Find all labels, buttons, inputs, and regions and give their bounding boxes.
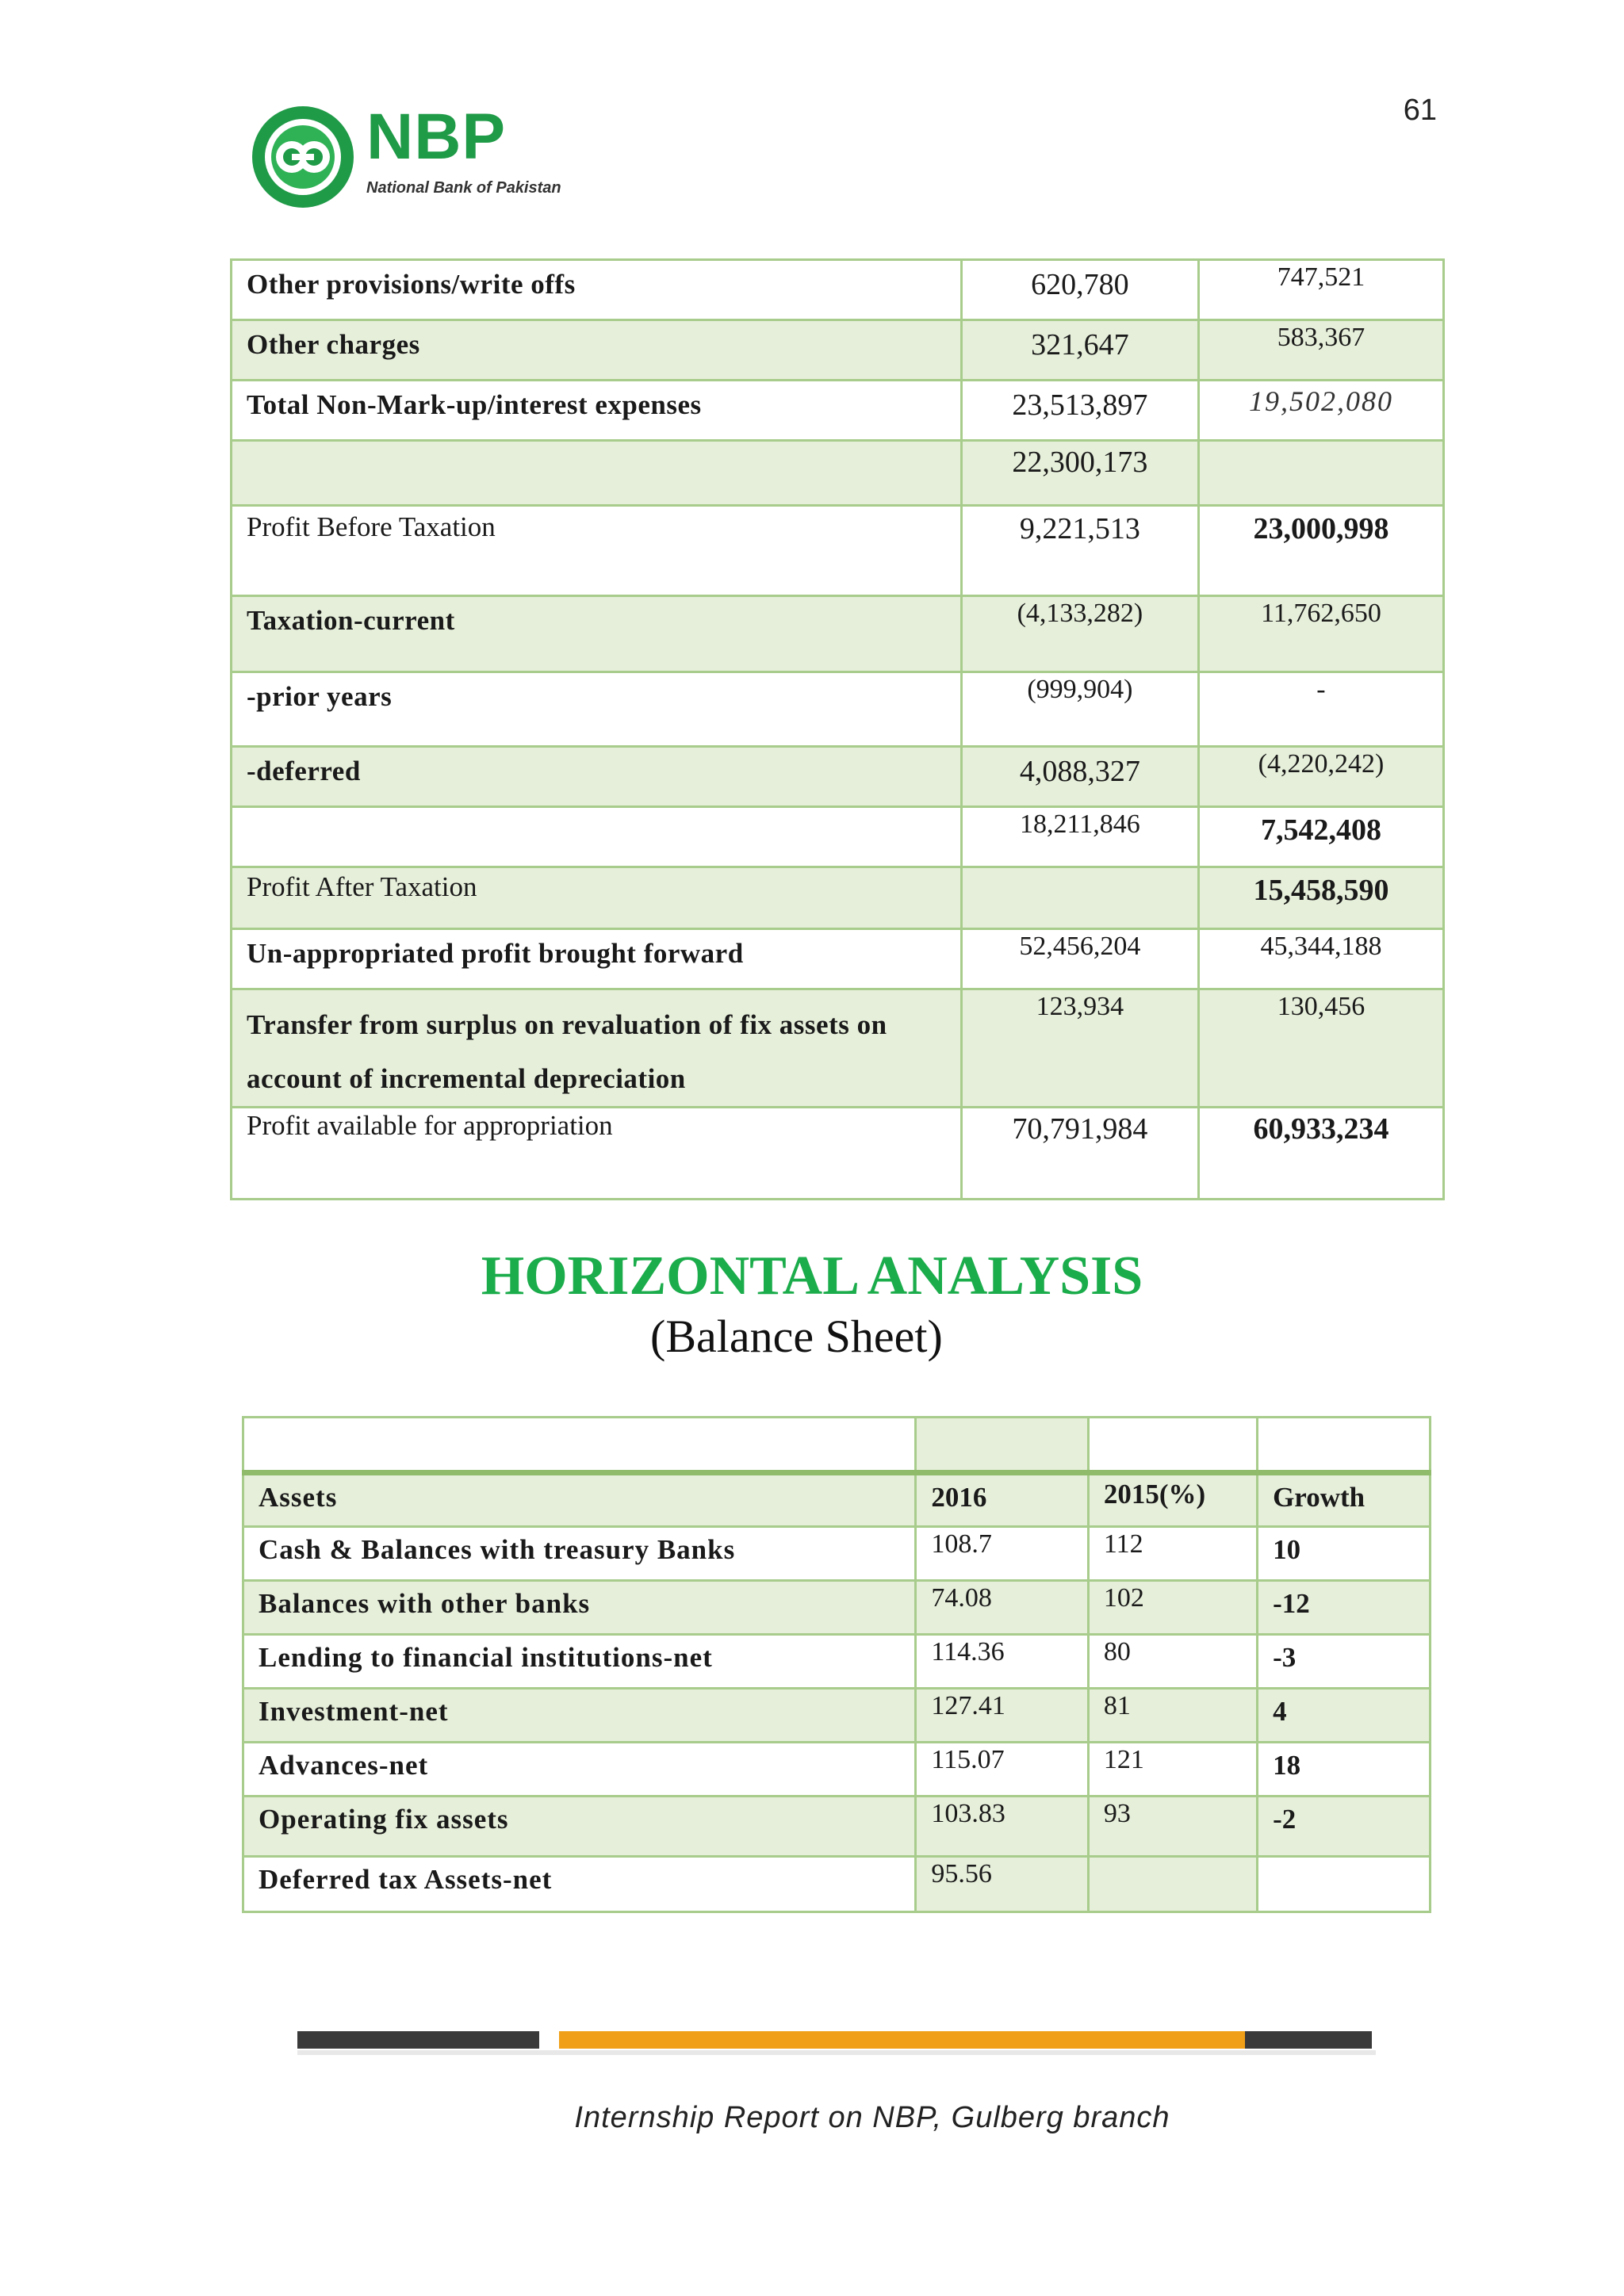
row-label: Profit Before Taxation xyxy=(232,506,962,596)
empty-cell xyxy=(1258,1418,1431,1473)
value-2016: 74.08 xyxy=(916,1581,1089,1635)
column-header-assets: Assets xyxy=(243,1473,916,1527)
value-2015: 130,456 xyxy=(1198,989,1443,1108)
value-2016: (4,133,282) xyxy=(961,596,1198,672)
value-2016: 620,780 xyxy=(961,260,1198,320)
value-2015: 19,502,080 xyxy=(1198,381,1443,441)
value-2015: 45,344,188 xyxy=(1198,929,1443,989)
value-2016: 95.56 xyxy=(916,1857,1089,1912)
table-row xyxy=(232,807,1444,867)
value-2016: 52,456,204 xyxy=(961,929,1198,989)
value-2015: 11,762,650 xyxy=(1198,596,1443,672)
value-2015: 15,458,590 xyxy=(1198,867,1443,929)
column-header-growth: Growth xyxy=(1258,1473,1431,1527)
row-label: -deferred xyxy=(232,747,962,807)
growth-value: -2 xyxy=(1258,1797,1431,1857)
row-label: -prior years xyxy=(232,672,962,747)
table-row-spacer xyxy=(243,1418,1431,1473)
table-row xyxy=(232,867,1444,929)
table-row xyxy=(232,596,1444,672)
value-2015: 60,933,234 xyxy=(1198,1108,1443,1200)
asset-label: Investment-net xyxy=(243,1689,916,1743)
value-2016: 321,647 xyxy=(961,320,1198,381)
row-label: Total Non-Mark-up/interest expenses xyxy=(232,381,962,441)
value-2016: 4,088,327 xyxy=(961,747,1198,807)
table-row xyxy=(232,441,1444,506)
nbp-emblem-icon xyxy=(246,97,365,216)
table-row xyxy=(243,1857,1431,1912)
growth-value: 18 xyxy=(1258,1743,1431,1797)
table-row xyxy=(232,260,1444,320)
footer-bar-orange xyxy=(559,2031,1265,2049)
table-row xyxy=(232,989,1444,1108)
growth-value: 10 xyxy=(1258,1527,1431,1581)
value-2015: (4,220,242) xyxy=(1198,747,1443,807)
value-2015: 121 xyxy=(1088,1743,1257,1797)
horizontal-analysis-table xyxy=(242,1416,1431,1913)
value-2015: 102 xyxy=(1088,1581,1257,1635)
footer-underline xyxy=(297,2050,1376,2055)
table-header-row xyxy=(243,1473,1431,1527)
empty-cell xyxy=(1088,1418,1257,1473)
table-row xyxy=(243,1635,1431,1689)
value-2015: - xyxy=(1198,672,1443,747)
value-2015 xyxy=(1088,1857,1257,1912)
value-2016: 18,211,846 xyxy=(961,807,1198,867)
row-label: Un-appropriated profit brought forward xyxy=(232,929,962,989)
row-label xyxy=(232,807,962,867)
table-row xyxy=(232,672,1444,747)
table-row xyxy=(243,1797,1431,1857)
value-2015 xyxy=(1198,441,1443,506)
column-header-2015: 2015(%) xyxy=(1088,1473,1257,1527)
nbp-logo xyxy=(246,97,611,216)
logo-wordmark: NBP xyxy=(366,101,507,173)
value-2015: 80 xyxy=(1088,1635,1257,1689)
value-2015: 23,000,998 xyxy=(1198,506,1443,596)
table-row xyxy=(243,1581,1431,1635)
value-2015: 7,542,408 xyxy=(1198,807,1443,867)
table-row xyxy=(232,320,1444,381)
growth-value: 4 xyxy=(1258,1689,1431,1743)
row-label: Other provisions/write offs xyxy=(232,260,962,320)
table-row xyxy=(243,1743,1431,1797)
table-row xyxy=(232,929,1444,989)
value-2015: 93 xyxy=(1088,1797,1257,1857)
row-label: Profit available for appropriation xyxy=(232,1108,962,1200)
growth-value xyxy=(1258,1857,1431,1912)
value-2016: 114.36 xyxy=(916,1635,1089,1689)
table-row xyxy=(232,747,1444,807)
income-statement-table xyxy=(230,258,1445,1200)
value-2015: 747,521 xyxy=(1198,260,1443,320)
asset-label: Advances-net xyxy=(243,1743,916,1797)
growth-value: -12 xyxy=(1258,1581,1431,1635)
value-2016: (999,904) xyxy=(961,672,1198,747)
value-2016 xyxy=(961,867,1198,929)
row-label xyxy=(232,441,962,506)
asset-label: Deferred tax Assets-net xyxy=(243,1857,916,1912)
footer-bar-dark-right xyxy=(1245,2031,1372,2049)
row-label: Taxation-current xyxy=(232,596,962,672)
row-label: Transfer from surplus on revaluation of fix assets on account of incremental depreciation xyxy=(232,989,962,1108)
row-label: Profit After Taxation xyxy=(232,867,962,929)
value-2016: 70,791,984 xyxy=(961,1108,1198,1200)
table-row xyxy=(243,1689,1431,1743)
value-2016: 103.83 xyxy=(916,1797,1089,1857)
value-2016: 108.7 xyxy=(916,1527,1089,1581)
footer-bar-dark-left xyxy=(297,2031,539,2049)
page-number: 61 xyxy=(1403,94,1437,127)
value-2016: 22,300,173 xyxy=(961,441,1198,506)
section-subheading: (Balance Sheet) xyxy=(650,1311,943,1362)
asset-label: Cash & Balances with treasury Banks xyxy=(243,1527,916,1581)
value-2015: 583,367 xyxy=(1198,320,1443,381)
footer-decoration xyxy=(297,2030,1392,2061)
asset-label: Operating fix assets xyxy=(243,1797,916,1857)
growth-value: -3 xyxy=(1258,1635,1431,1689)
value-2016: 115.07 xyxy=(916,1743,1089,1797)
logo-subtitle: National Bank of Pakistan xyxy=(366,179,561,197)
value-2016: 123,934 xyxy=(961,989,1198,1108)
section-heading: HORIZONTAL ANALYSIS xyxy=(481,1246,1143,1307)
table-row xyxy=(232,1108,1444,1200)
table-row xyxy=(232,506,1444,596)
table-row xyxy=(243,1527,1431,1581)
asset-label: Balances with other banks xyxy=(243,1581,916,1635)
row-label: Other charges xyxy=(232,320,962,381)
value-2016: 9,221,513 xyxy=(961,506,1198,596)
footer-text: Internship Report on NBP, Gulberg branch xyxy=(574,2101,1170,2134)
asset-label: Lending to financial institutions-net xyxy=(243,1635,916,1689)
empty-cell xyxy=(243,1418,916,1473)
value-2016: 127.41 xyxy=(916,1689,1089,1743)
value-2015: 112 xyxy=(1088,1527,1257,1581)
value-2016: 23,513,897 xyxy=(961,381,1198,441)
empty-cell xyxy=(916,1418,1089,1473)
column-header-2016: 2016 xyxy=(916,1473,1089,1527)
value-2015: 81 xyxy=(1088,1689,1257,1743)
table-row xyxy=(232,381,1444,441)
